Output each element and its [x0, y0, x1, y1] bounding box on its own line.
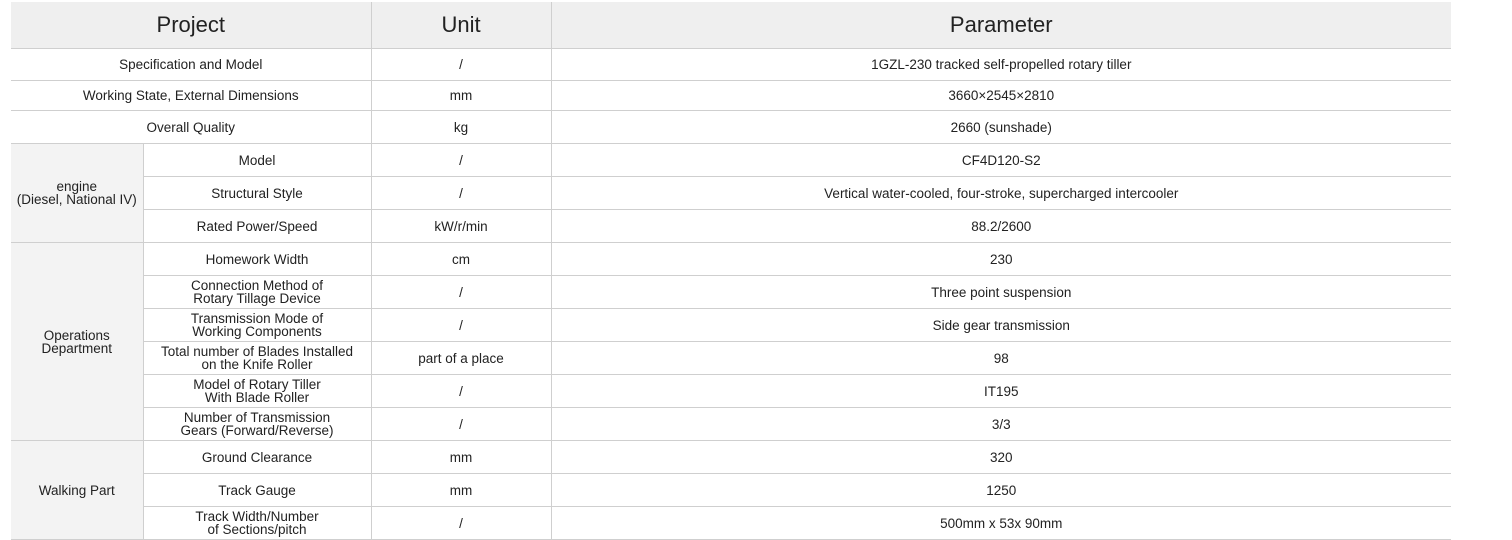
row-param: IT195: [551, 375, 1451, 408]
row-param: 1GZL-230 tracked self-propelled rotary tiller: [551, 49, 1451, 81]
group-label-line: engine: [56, 179, 98, 194]
row-label: Specification and Model: [11, 49, 371, 81]
row-unit: /: [371, 309, 551, 342]
header-project: Project: [11, 2, 371, 49]
group-label-line: Department: [41, 340, 113, 356]
row-param: 230: [551, 243, 1451, 276]
row-label: Working State, External Dimensions: [11, 81, 371, 111]
table-row: [11, 81, 1451, 111]
row-label-line: Transmission Mode of: [190, 311, 324, 326]
row-unit: /: [371, 507, 551, 540]
row-param: 1250: [551, 474, 1451, 507]
row-unit: part of a place: [371, 342, 551, 375]
table-row: [11, 342, 1451, 375]
table-row: [11, 243, 1451, 276]
table-row: [11, 441, 1451, 474]
row-label-line: of Sections/pitch: [207, 522, 307, 537]
row-param: 98: [551, 342, 1451, 375]
header-unit: Unit: [371, 2, 551, 49]
row-label: [143, 507, 371, 540]
spec-table: [11, 2, 1451, 540]
row-label: Model: [143, 144, 371, 177]
table-row: [11, 111, 1451, 144]
row-unit: /: [371, 49, 551, 81]
header-parameter: Parameter: [551, 2, 1451, 49]
row-unit: /: [371, 375, 551, 408]
table-row: [11, 177, 1451, 210]
row-label-line: Track Width/Number: [195, 509, 319, 524]
table-row: [11, 276, 1451, 309]
row-label-line: Connection Method of: [190, 278, 324, 293]
row-unit: mm: [371, 441, 551, 474]
row-label-line: Gears (Forward/Reverse): [180, 423, 334, 438]
header-row: [11, 2, 1451, 49]
group-label-line: (Diesel, National IV): [16, 192, 137, 207]
row-label: [143, 276, 371, 309]
row-label-line: on the Knife Roller: [201, 357, 313, 372]
row-unit: /: [371, 276, 551, 309]
row-label: Homework Width: [143, 243, 371, 276]
row-param: 3/3: [551, 408, 1451, 441]
row-unit: mm: [371, 81, 551, 111]
row-param: Side gear transmission: [551, 309, 1451, 342]
row-label: [143, 408, 371, 441]
row-label: [143, 375, 371, 408]
row-label: [143, 342, 371, 375]
row-unit: /: [371, 177, 551, 210]
row-unit: kW/r/min: [371, 210, 551, 243]
row-label: Ground Clearance: [143, 441, 371, 474]
table-row: [11, 408, 1451, 441]
row-label-line: Model of Rotary Tiller: [193, 377, 321, 392]
row-param: 320: [551, 441, 1451, 474]
table-row: [11, 507, 1451, 540]
row-param: CF4D120-S2: [551, 144, 1451, 177]
table-row: [11, 49, 1451, 81]
table-row: [11, 375, 1451, 408]
row-unit: kg: [371, 111, 551, 144]
row-unit: mm: [371, 474, 551, 507]
table-row: [11, 309, 1451, 342]
row-label: Overall Quality: [11, 111, 371, 144]
row-label-line: Rotary Tillage Device: [193, 291, 321, 306]
row-label-line: Number of Transmission: [183, 410, 331, 425]
table-row: [11, 144, 1451, 177]
row-label: Rated Power/Speed: [143, 210, 371, 243]
group-engine: [11, 144, 143, 243]
group-operations: [11, 243, 143, 441]
row-param: 3660×2545×2810: [551, 81, 1451, 111]
row-label-line: With Blade Roller: [204, 390, 310, 405]
row-label: [143, 309, 371, 342]
row-param: 88.2/2600: [551, 210, 1451, 243]
group-label-line: Operations: [43, 327, 110, 343]
row-param: Vertical water-cooled, four-stroke, supercharged intercooler: [551, 177, 1451, 210]
row-label-line: Working Components: [192, 324, 322, 339]
row-param: 2660 (sunshade): [551, 111, 1451, 144]
group-label-line: Walking Part: [38, 482, 115, 498]
row-unit: /: [371, 144, 551, 177]
row-unit: cm: [371, 243, 551, 276]
row-label: Track Gauge: [143, 474, 371, 507]
table-row: [11, 210, 1451, 243]
row-label-line: Total number of Blades Installed: [160, 344, 354, 359]
row-unit: /: [371, 408, 551, 441]
row-param: 500mm x 53x 90mm: [551, 507, 1451, 540]
table-row: [11, 474, 1451, 507]
row-label: Structural Style: [143, 177, 371, 210]
row-param: Three point suspension: [551, 276, 1451, 309]
group-walking: [11, 441, 143, 540]
